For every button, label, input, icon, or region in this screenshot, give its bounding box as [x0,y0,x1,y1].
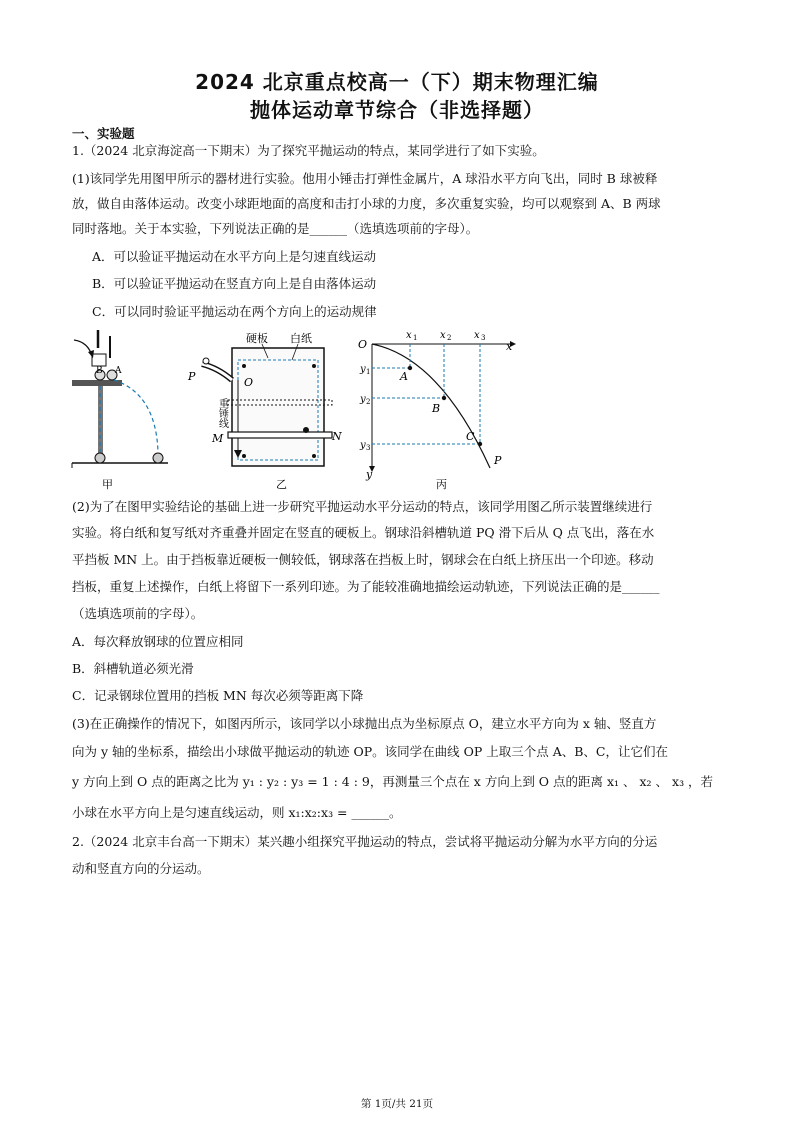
bing-point-c: C [466,430,475,443]
q1-part2-option-a: A．每次释放钢球的位置应相同 [72,634,244,649]
figure-bing [358,330,516,491]
bing-point-p: P [494,454,502,467]
bing-y3: y [360,440,366,451]
bing-axis-y: y [366,468,373,481]
bing-y2-sub: 2 [366,398,371,406]
q1-part3-line4: 小球在水平方向上是匀速直线运动，则 x₁:x₂:x₃ = ______。 [72,805,402,820]
yi-label-m: M [212,432,224,445]
q1-part3-line2: 向为 y 轴的坐标系，描绘出小球做平抛运动的轨迹 OP。该同学在曲线 OP 上取三个点 A、B、C，让它们在 [72,744,668,759]
bing-x2: x [440,330,446,341]
q1-part2-line4: 挡板，重复上述操作，白纸上将留下一系列印迹。为了能较准确地描绘运动轨迹，下列说法正确的是______ [72,579,660,594]
q1-part2-option-b: B．斜槽轨道必须光滑 [72,661,194,676]
bing-x1-sub: 1 [413,334,418,342]
yi-label-o: O [244,376,254,389]
bing-label-o: O [358,338,368,351]
yi-label-n: N [332,430,342,443]
q1-part2-line5: （选填选项前的字母）。 [72,606,204,621]
q1-part1-line2: 放，做自由落体运动。改变小球距地面的高度和击打小球的力度，多次重复实验，均可以观察到 A、B 两球 [72,196,661,211]
experiment-figure-svg [70,328,520,496]
bing-x2-sub: 2 [447,334,452,342]
bing-y3-sub: 3 [366,444,371,452]
page-number: 第 1页/共 21页 [360,1098,434,1110]
bing-x1: x [406,330,412,341]
trajectory-curve [372,344,490,468]
caption-bing: 丙 [436,478,447,491]
q1-part2-line1: (2)为了在图甲实验结论的基础上进一步研究平抛运动水平分运动的特点，该同学用图乙所示装置继续进行 [72,499,653,514]
bing-x3-sub: 3 [481,334,486,342]
question-2-line2: 动和竖直方向的分运动。 [72,861,210,876]
caption-jia: 甲 [102,478,113,491]
figure-yi [187,331,342,491]
q1-part2-option-c: C．记录钢球位置用的挡板 MN 每次必须等距离下降 [72,688,364,703]
q1-part2-line2: 实验。将白纸和复写纸对齐重叠并固定在竖直的硬板上。钢球沿斜槽轨道 PQ 滑下后从 Q 点飞出，落在水 [72,525,655,540]
bing-point-a: A [400,370,408,383]
q1-part1-option-a: A．可以验证平抛运动在水平方向上是匀速直线运动 [92,249,377,264]
caption-yi: 乙 [276,478,287,491]
question-1-intro: 1.（2024 北京海淀高一下期末）为了探究平抛运动的特点，某同学进行了如下实验。 [72,143,545,158]
document-subtitle: 抛体运动章节综合（非选择题） [250,98,544,122]
yi-label-p: P [188,370,196,383]
bing-point-b: B [432,402,441,415]
q1-part3-line3: y 方向上到 O 点的距离之比为 y₁ : y₂ : y₃ = 1 : 4 : 9，再测量三个点在 x 方向上到 O 点的距离 x₁ 、 x₂ 、 x₃ ，若 [72,774,714,789]
q1-part1-line1: (1)该同学先用图甲所示的器材进行实验。他用小锤击打弹性金属片，A 球沿水平方向飞出，同时 B 球被释 [72,171,658,186]
bing-x3: x [474,330,480,341]
bing-y1-sub: 1 [366,368,371,376]
q1-part2-line3: 平挡板 MN 上。由于挡板靠近硬板一侧较低，钢球落在挡板上时，钢球会在白纸上挤压出一个印迹。移动 [72,552,654,567]
section-heading: 一、实验题 [72,126,135,141]
jia-label-a: A [115,366,122,376]
q1-part3-line1: (3)在正确操作的情况下，如图丙所示，该同学以小球抛出点为坐标原点 O，建立水平方向为 x 轴、竖直方 [72,716,657,731]
yi-plumb-label: 重锤线 [216,398,228,428]
yi-board-label: 硬板 [246,332,268,345]
document-title: 2024 北京重点校高一（下）期末物理汇编 [195,70,599,94]
bing-y1: y [360,364,366,375]
experiment-figure [70,328,520,496]
figure-jia [72,330,168,491]
bing-axis-x: x [506,340,513,353]
q1-part1-option-c: C．可以同时验证平抛运动在两个方向上的运动规律 [92,304,377,319]
question-2-line1: 2.（2024 北京丰台高一下期末）某兴趣小组探究平抛运动的特点，尝试将平抛运动分解为水平方向的分运 [72,834,658,849]
bing-y2: y [360,394,366,405]
jia-label-b: B [96,366,103,376]
yi-paper-label: 白纸 [290,332,312,345]
q1-part1-option-b: B．可以验证平抛运动在竖直方向上是自由落体运动 [92,276,377,291]
hammer-arrow-icon [74,340,92,356]
q1-part1-line3: 同时落地。关于本实验，下列说法正确的是______（选填选项前的字母）。 [72,221,479,236]
